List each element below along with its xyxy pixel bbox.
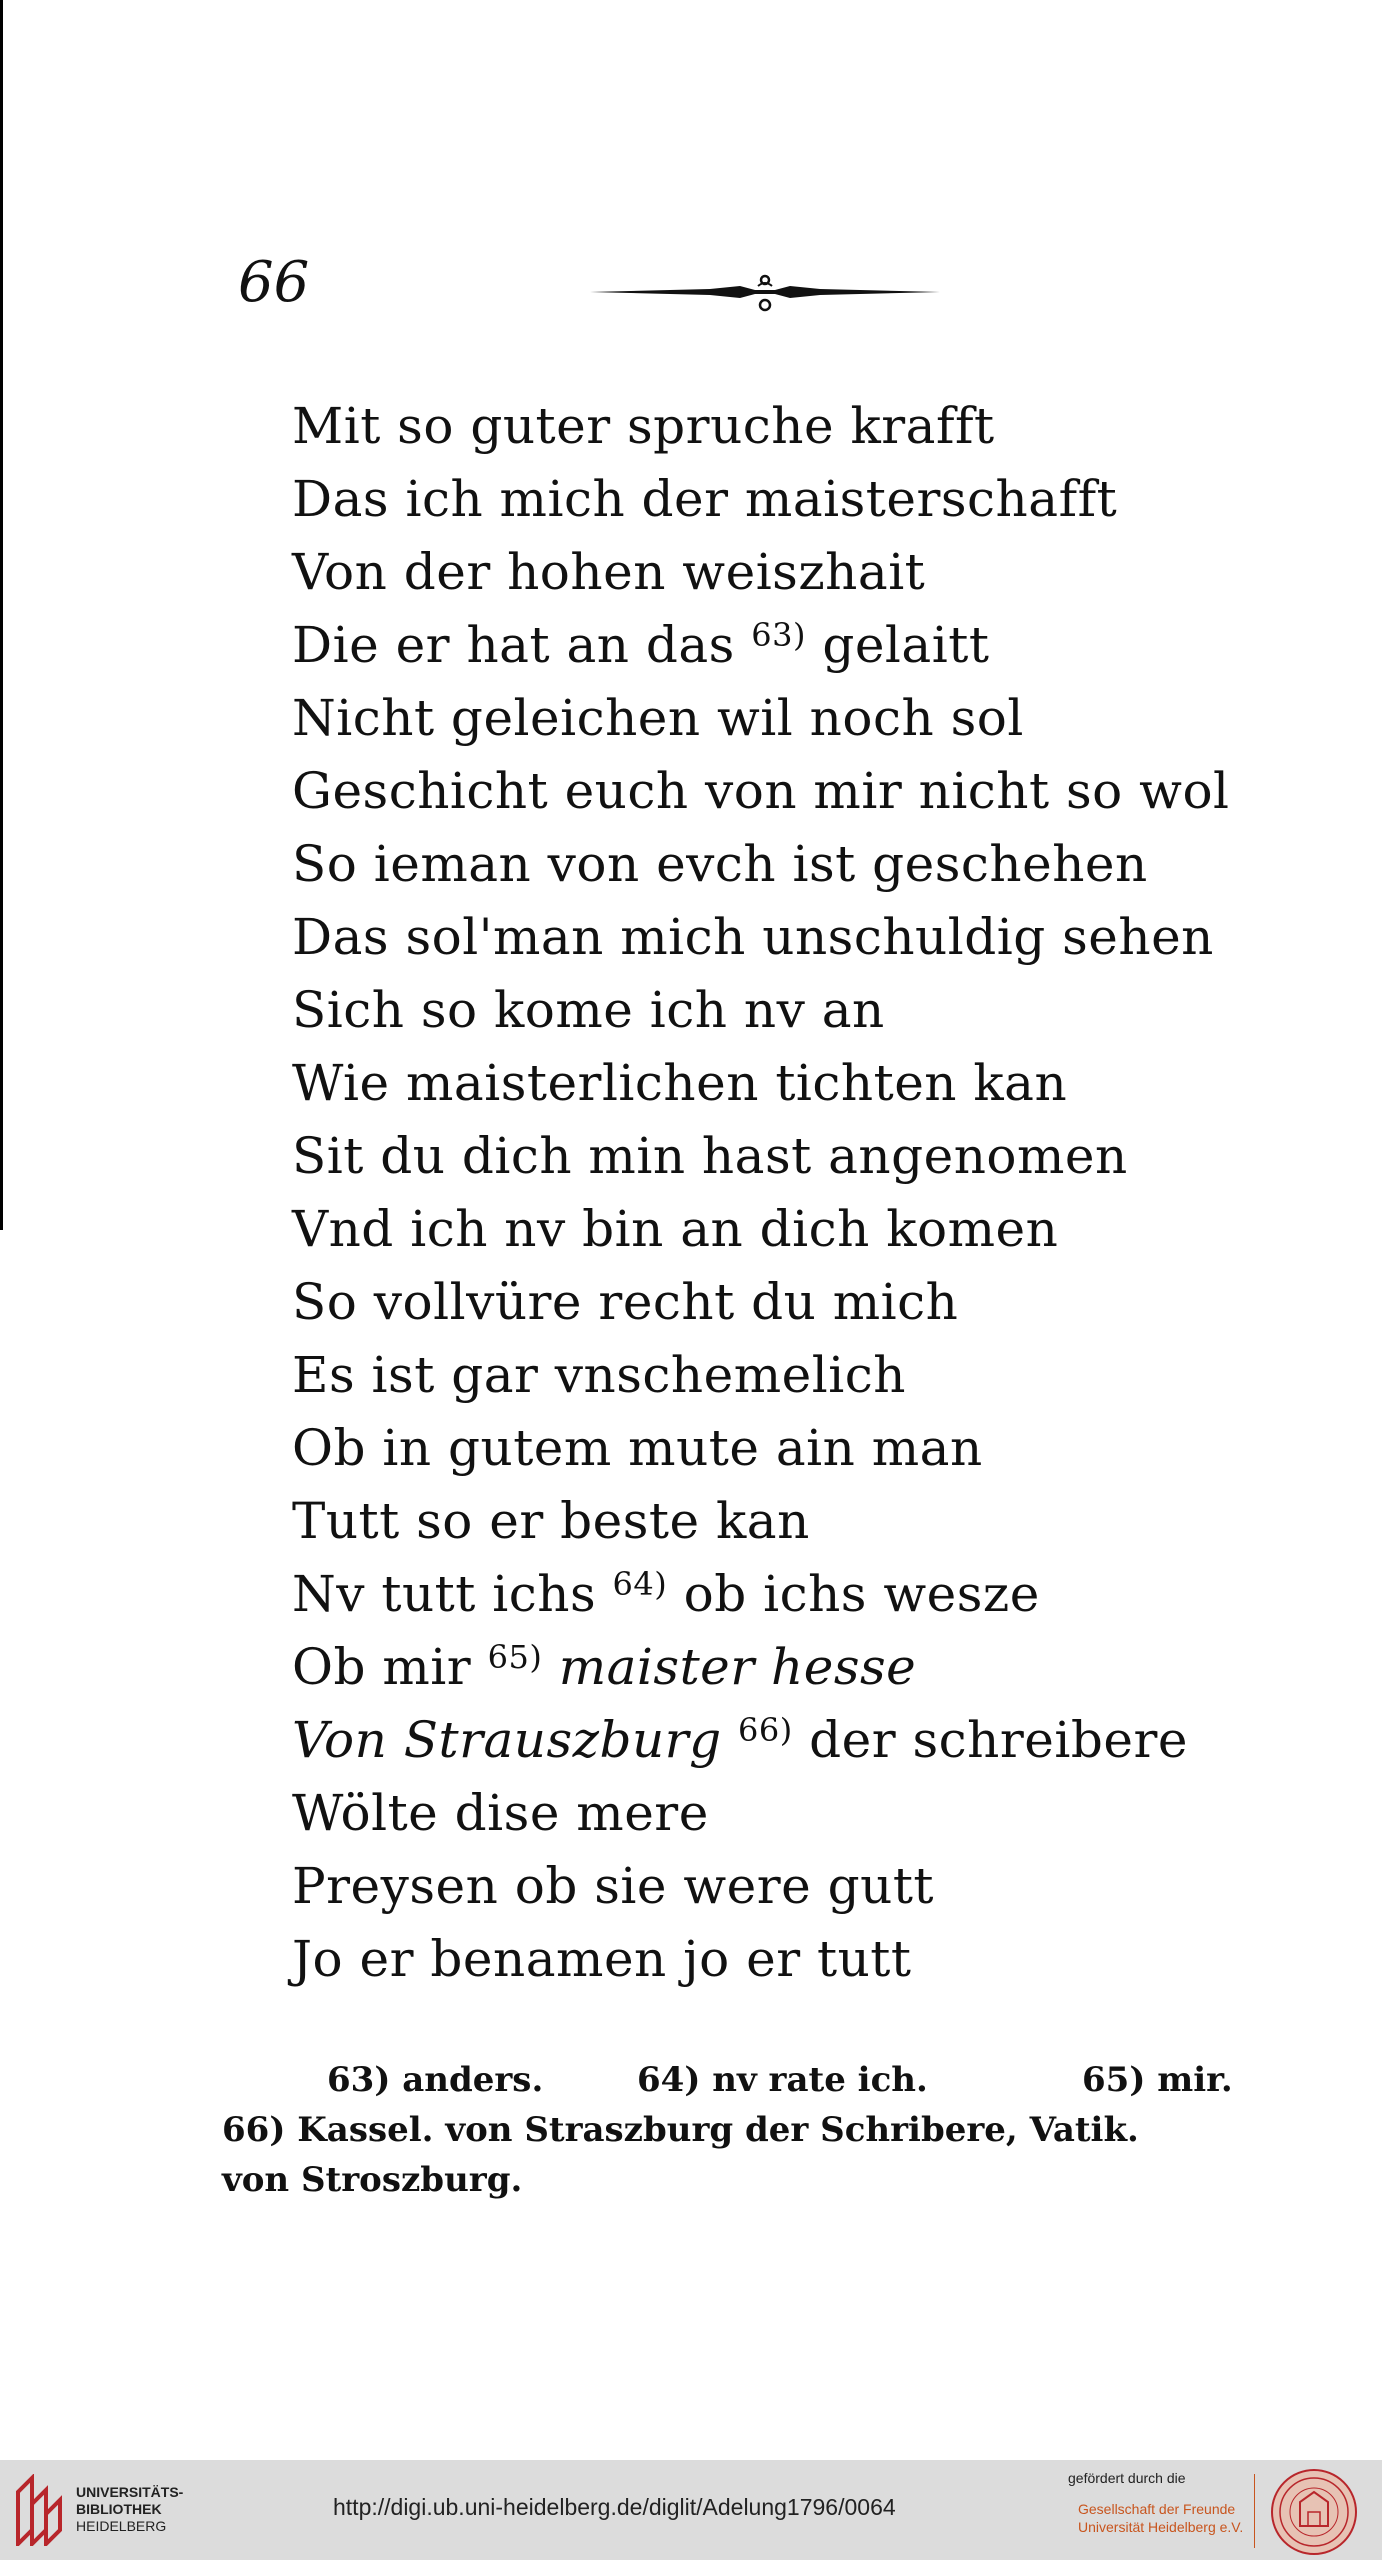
verse-line: Nicht geleichen wil noch sol <box>292 689 1024 747</box>
verse-line: Vnd ich nv bin an dich komen <box>292 1200 1059 1258</box>
permalink-url[interactable]: http://digi.ub.uni-heidelberg.de/diglit/Adelung1796/0064 <box>333 2494 896 2520</box>
verse-line-with-note <box>292 1631 1292 1704</box>
sponsor-divider <box>1254 2474 1255 2548</box>
footnotes <box>222 2055 1282 2205</box>
library-name[interactable] <box>76 2484 183 2535</box>
library-name-line: UNIVERSITÄTS- <box>76 2484 184 2500</box>
note-marker: 63) <box>751 616 806 654</box>
note-marker: 65) <box>487 1638 543 1676</box>
verse-line: Mit so guter spruche krafft <box>292 397 995 455</box>
footer-bar <box>0 2460 1382 2560</box>
verse-text: Ob mir <box>292 1638 488 1696</box>
library-name-line: HEIDELBERG <box>76 2518 167 2534</box>
verse-block <box>292 390 1292 1996</box>
sponsor-label: gefördert durch die <box>1068 2470 1186 2486</box>
footnote-65: 65) mir. <box>1082 2060 1233 2100</box>
verse-text: der schreibere <box>792 1711 1188 1769</box>
verse-line: Geschicht euch von mir nicht so wol <box>292 762 1230 820</box>
verse-text: ob ichs wesze <box>667 1565 1040 1623</box>
verse-line: Ob in gutem mute ain man <box>292 1419 983 1477</box>
verse-line: Das ich mich der maisterschafft <box>292 470 1118 528</box>
verse-line: Wie maisterlichen tichten kan <box>292 1054 1068 1112</box>
footnote-63: 63) anders. <box>327 2060 544 2100</box>
page-number: 66 <box>238 250 310 315</box>
library-logo-icon[interactable] <box>14 2474 66 2546</box>
verse-line: So vollvüre recht du mich <box>292 1273 959 1331</box>
verse-line: Wölte dise mere <box>292 1784 709 1842</box>
note-marker: 64) <box>612 1565 668 1603</box>
footnote-row <box>222 2105 1282 2155</box>
note-marker: 66) <box>738 1711 793 1749</box>
footnote-row <box>222 2055 1282 2105</box>
footnote-66-continued: von Stroszburg. <box>222 2160 523 2200</box>
verse-line-with-note <box>292 1558 1292 1631</box>
verse-text-italic: Von Strauszburg <box>292 1711 722 1769</box>
verse-text-italic: maister hesse <box>558 1638 917 1696</box>
left-page-edge <box>0 0 3 1230</box>
verse-line: Sit du dich min hast angenomen <box>292 1127 1128 1185</box>
verse-line: Von der hohen weiszhait <box>292 543 926 601</box>
verse-text: Die er hat an das <box>292 616 752 674</box>
footnote-row <box>222 2155 1282 2205</box>
ornament-rule-icon <box>590 272 940 312</box>
verse-line: Jo er benamen jo er tutt <box>292 1930 912 1988</box>
footnote-64: 64) nv rate ich. <box>637 2060 928 2100</box>
verse-line: Preysen ob sie were gutt <box>292 1857 935 1915</box>
verse-line: Es ist gar vnschemelich <box>292 1346 906 1404</box>
verse-line: Sich so kome ich nv an <box>292 981 885 1039</box>
verse-text: gelaitt <box>805 616 990 674</box>
verse-text: Nv tutt ichs <box>292 1565 613 1623</box>
verse-line-with-note <box>292 1704 1292 1777</box>
sponsor-name-line: Gesellschaft der Freunde <box>1078 2501 1236 2517</box>
verse-line: So ieman von evch ist geschehen <box>292 835 1148 893</box>
sponsor-name[interactable] <box>1078 2500 1243 2536</box>
university-seal-icon <box>1270 2468 1358 2556</box>
footnote-66: 66) Kassel. von Straszburg der Schribere, Vatik. <box>222 2110 1139 2150</box>
verse-line-with-note <box>292 609 1292 682</box>
library-name-line: BIBLIOTHEK <box>76 2501 162 2517</box>
verse-line: Das sol'man mich unschuldig sehen <box>292 908 1214 966</box>
verse-line: Tutt so er beste kan <box>292 1492 810 1550</box>
sponsor-name-line: Universität Heidelberg e.V. <box>1078 2519 1244 2535</box>
